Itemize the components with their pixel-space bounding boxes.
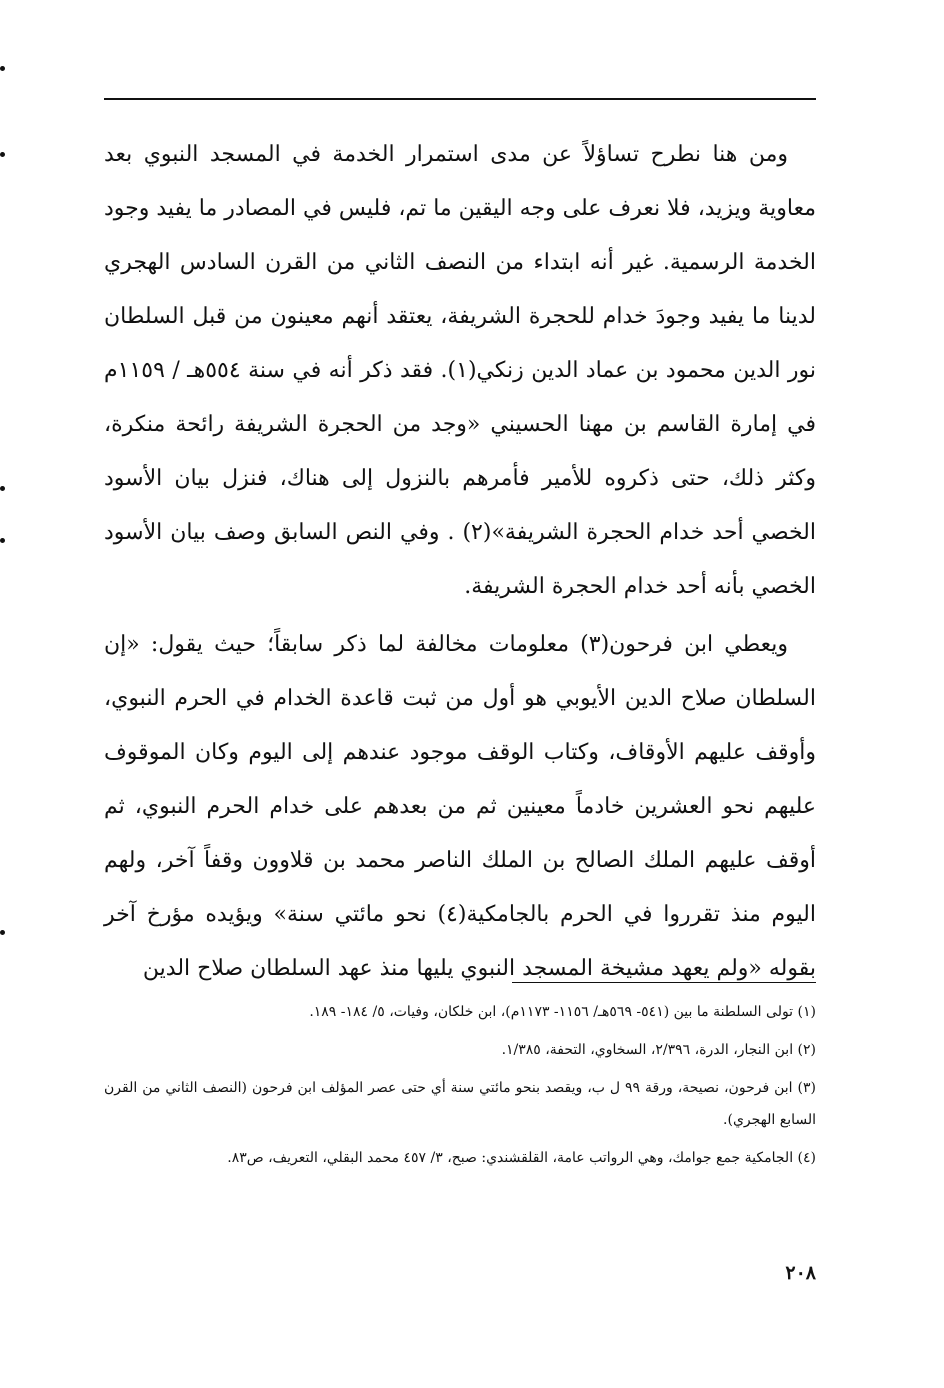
margin-mark	[0, 66, 5, 71]
footnote-2: (٢) ابن النجار، الدرة، ٢/٣٩٦، السخاوي، التحفة، ١/٣٨٥.	[501, 1042, 816, 1058]
footnotes	[104, 996, 816, 1180]
margin-mark	[0, 538, 5, 543]
footnote-separator	[512, 982, 816, 983]
header-rule	[104, 98, 816, 100]
margin-mark	[0, 152, 5, 157]
paragraph: ويعطي ابن فرحون(٣) معلومات مخالفة لما ذكر سابقاً؛ حيث يقول: «إن السلطان صلاح الدين الأيوبي هو أول من ثبت قاعدة الخدام في الحرم النبوي، وأوقف عليهم الأوقاف، وكتاب الوقف موجود عندهم إلى اليوم وكان الموقوف عليهم نحو العشرين خادماً معينين ثم من بعدهم على خدام الحرم النبوي، ثم أوقف عليهم الملك الصالح بن الملك الناصر محمد بن قلاوون وقفاً آخر، ولهم اليوم منذ تقرروا في الحرم بالجامكية(٤) نحو مائتي سنة» ويؤيده مؤرخ آخر بقوله «ولم يعهد مشيخة المسجد النبوي يليها منذ عهد السلطان صلاح الدين	[104, 632, 816, 981]
footnote-1: (١) تولى السلطنة ما بين (٥٤١- ٥٦٩هـ/ ١١٥٦- ١١٧٣م)، ابن خلكان، وفيات، ٥/ ١٨٤- ١٨٩.	[309, 1004, 816, 1020]
margin-mark	[0, 486, 5, 491]
footnote-3: (٣) ابن فرحون، نصيحة، ورقة ٩٩ ل ب، ويقصد بنحو مائتي سنة أي حتى عصر المؤلف ابن فرحون (النصف الثاني من القرن السابع الهجري).	[104, 1080, 816, 1128]
paragraph: ومن هنا نطرح تساؤلاً عن مدى استمرار الخدمة في المسجد النبوي بعد معاوية ويزيد، فلا نعرف على وجه اليقين ما تم، فليس في المصادر ما يفيد وجود الخدمة الرسمية. غير أنه ابتداء من النصف الثاني من القرن السادس الهجري لدينا ما يفيد وجودَ خدام للحجرة الشريفة، يعتقد أنهم معينون من قبل السلطان نور الدين محمود بن عماد الدين زنكي(١). فقد ذكر أنه في سنة ٥٥٤هـ / ١١٥٩م في إمارة القاسم بن مهنا الحسيني «وجد من الحجرة الشريفة رائحة منكرة، وكثر ذلك، حتى ذكروه للأمير فأمرهم بالنزول إلى هناك، فنزل بيان الأسود الخصي أحد خدام الحجرة الشريفة»(٢) . وفي النص السابق وصف بيان الأسود الخصي بأنه أحد خدام الحجرة الشريفة.	[103, 142, 816, 599]
footnote-4: (٤) الجامكية جمع جوامك، وهي الرواتب عامة، القلقشندي: صبح، ٣/ ٤٥٧ محمد البقلي، التعريف، ص٨٣.	[227, 1150, 816, 1166]
margin-mark	[0, 930, 5, 935]
page-number: ٢٠٨	[785, 1262, 816, 1284]
body-text	[104, 128, 816, 996]
